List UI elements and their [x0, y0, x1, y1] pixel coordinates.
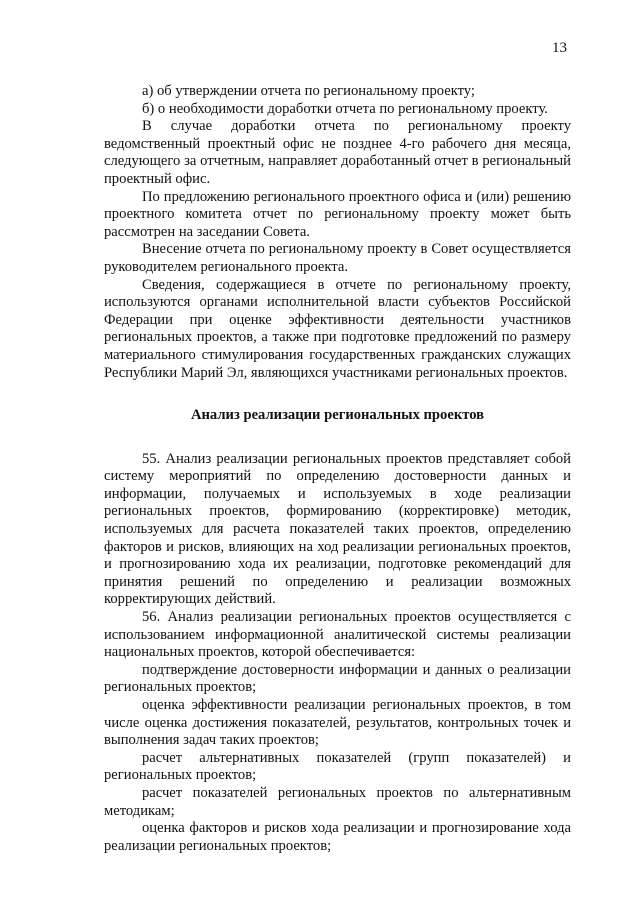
- list-item-alternative-indicators: расчет альтернативных показателей (групп показателей) и региональных проектов;: [104, 749, 571, 784]
- paragraph-item-a: а) об утверждении отчета по региональному проекту;: [142, 83, 475, 99]
- paragraph-56: 56. Анализ реализации региональных проектов осуществляется с использованием информационной аналитической системы реализации национальных проектов, которой обеспечивается:: [104, 609, 571, 661]
- paragraph-submission: Внесение отчета по региональному проекту в Совет осуществляется руководителем регионального проекта.: [104, 241, 571, 275]
- list-item-risk-assessment: оценка факторов и рисков хода реализации и прогнозирование хода реализации региональных проектов;: [104, 820, 571, 854]
- paragraph-revision: В случае доработки отчета по региональному проекту ведомственный проектный офис не позднее 4-го рабочего дня месяца, следующего за отчетным, направляет доработанный отчет в региональный проектный офис.: [104, 118, 571, 187]
- page-number: 13: [552, 40, 567, 56]
- document-body: [104, 83, 571, 855]
- section-heading: Анализ реализации региональных проектов: [190, 407, 485, 424]
- list-item-efficiency: оценка эффективности реализации региональных проектов, в том числе оценка достижения показателей, результатов, контрольных точек и выполнения задач таких проектов;: [104, 697, 571, 749]
- list-item-alternative-methods: расчет показателей региональных проектов по альтернативным методикам;: [104, 784, 571, 819]
- paragraph-usage: Сведения, содержащиеся в отчете по региональному проекту, используются органами исполнительной власти субъектов Российской Федерации при оценке эффективности деятельности участников региональных проектов, а также при подготовке предложений по размеру материального стимулирования государственных гражданских служащих Республики Марий Эл, являющихся участниками региональных проектов.: [104, 276, 571, 381]
- list-item-verification: подтверждение достоверности информации и данных о реализации региональных проектов;: [104, 661, 571, 696]
- paragraph-item-b: б) о необходимости доработки отчета по региональному проекту.: [142, 100, 548, 117]
- paragraph-council-review: По предложению регионального проектного офиса и (или) решению проектного комитета отчет по региональному проекту может быть рассмотрен на заседании Совета.: [104, 188, 571, 240]
- paragraph-55: 55. Анализ реализации региональных проектов представляет собой систему мероприятий по определению достоверности данных и информации, получаемых и используемых в ходе реализации региональных проектов, формированию (корректировке) методик, используемых для расчета показателей таких проектов, определению факторов и рисков, влияющих на ход реализации региональных проектов, и прогнозированию хода их реализации, подготовке рекомендаций для принятия решений по определению и реализации возможных корректирующих действий.: [104, 450, 571, 608]
